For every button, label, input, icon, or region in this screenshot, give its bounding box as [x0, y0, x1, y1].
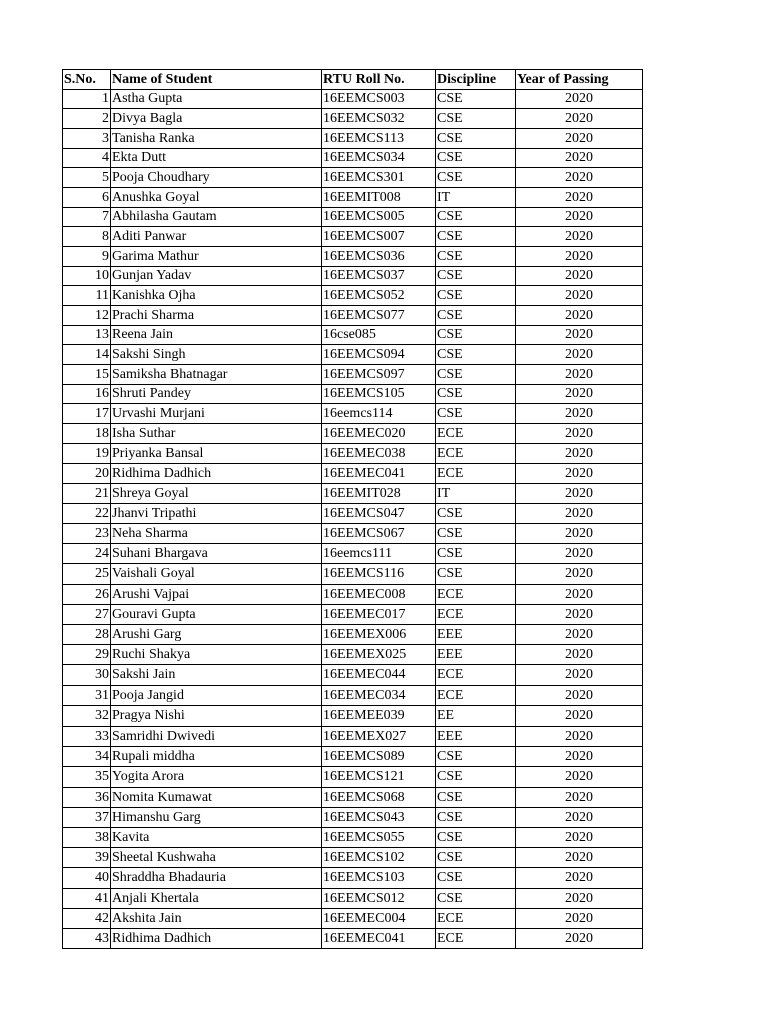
roll-no-cell: 16EEMIT028 [322, 484, 436, 504]
year-cell: 2020 [516, 564, 643, 585]
discipline-cell: CSE [436, 345, 516, 365]
sno-cell: 4 [63, 149, 111, 168]
sno-cell: 27 [63, 605, 111, 625]
roll-no-cell: 16eemcs114 [322, 404, 436, 424]
discipline-cell: CSE [436, 524, 516, 544]
sno-cell: 30 [63, 665, 111, 686]
discipline-cell: CSE [436, 747, 516, 767]
student-table [62, 69, 643, 949]
year-cell: 2020 [516, 444, 643, 464]
roll-no-cell: 16EEMCS055 [322, 828, 436, 848]
year-cell: 2020 [516, 385, 643, 404]
discipline-cell: CSE [436, 247, 516, 267]
year-cell: 2020 [516, 605, 643, 625]
name-cell: Sakshi Jain [111, 665, 322, 686]
name-cell: Vaishali Goyal [111, 564, 322, 585]
discipline-cell: ECE [436, 605, 516, 625]
year-cell: 2020 [516, 504, 643, 524]
name-cell: Aditi Panwar [111, 227, 322, 247]
table-row [63, 909, 643, 929]
name-cell: Kanishka Ojha [111, 286, 322, 306]
name-cell: Anjali Khertala [111, 889, 322, 909]
name-cell: Prachi Sharma [111, 306, 322, 326]
roll-no-cell: 16EEMEC044 [322, 665, 436, 686]
roll-no-cell: 16EEMIT008 [322, 188, 436, 208]
name-cell: Pragya Nishi [111, 706, 322, 727]
table-row [63, 605, 643, 625]
discipline-cell: EEE [436, 727, 516, 747]
table-row [63, 788, 643, 808]
year-cell: 2020 [516, 727, 643, 747]
sno-cell: 40 [63, 868, 111, 889]
sno-cell: 34 [63, 747, 111, 767]
roll-no-cell: 16EEMCS097 [322, 365, 436, 385]
year-cell: 2020 [516, 326, 643, 345]
roll-no-cell: 16EEMCS005 [322, 208, 436, 227]
discipline-cell: CSE [436, 326, 516, 345]
roll-no-cell: 16EEMEC038 [322, 444, 436, 464]
name-cell: Urvashi Murjani [111, 404, 322, 424]
year-cell: 2020 [516, 286, 643, 306]
name-cell: Sheetal Kushwaha [111, 848, 322, 868]
table-row [63, 444, 643, 464]
roll-no-cell: 16EEMCS036 [322, 247, 436, 267]
roll-no-cell: 16EEMCS012 [322, 889, 436, 909]
name-cell: Jhanvi Tripathi [111, 504, 322, 524]
roll-no-cell: 16EEMEC004 [322, 909, 436, 929]
table-row [63, 625, 643, 645]
sno-cell: 6 [63, 188, 111, 208]
sno-cell: 28 [63, 625, 111, 645]
year-cell: 2020 [516, 747, 643, 767]
header-name: Name of Student [111, 70, 322, 90]
sno-cell: 43 [63, 929, 111, 949]
name-cell: Abhilasha Gautam [111, 208, 322, 227]
name-cell: Suhani Bhargava [111, 544, 322, 564]
discipline-cell: ECE [436, 665, 516, 686]
year-cell: 2020 [516, 365, 643, 385]
year-cell: 2020 [516, 149, 643, 168]
roll-no-cell: 16EEMCS103 [322, 868, 436, 889]
table-row [63, 929, 643, 949]
year-cell: 2020 [516, 848, 643, 868]
roll-no-cell: 16EEMCS043 [322, 808, 436, 828]
roll-no-cell: 16EEMCS301 [322, 168, 436, 188]
roll-no-cell: 16EEMCS089 [322, 747, 436, 767]
table-row [63, 168, 643, 188]
discipline-cell: EEE [436, 625, 516, 645]
roll-no-cell: 16EEMEC020 [322, 424, 436, 444]
sno-cell: 9 [63, 247, 111, 267]
discipline-cell: ECE [436, 686, 516, 706]
table-row [63, 267, 643, 286]
discipline-cell: CSE [436, 385, 516, 404]
roll-no-cell: 16EEMEC008 [322, 585, 436, 605]
name-cell: Astha Gupta [111, 90, 322, 109]
year-cell: 2020 [516, 868, 643, 889]
discipline-cell: CSE [436, 90, 516, 109]
discipline-cell: CSE [436, 109, 516, 129]
table-row [63, 484, 643, 504]
header-year: Year of Passing [516, 70, 643, 90]
year-cell: 2020 [516, 929, 643, 949]
roll-no-cell: 16EEMCS113 [322, 129, 436, 149]
discipline-cell: CSE [436, 808, 516, 828]
table-row [63, 828, 643, 848]
roll-no-cell: 16EEMEC041 [322, 464, 436, 484]
table-row [63, 464, 643, 484]
sno-cell: 32 [63, 706, 111, 727]
discipline-cell: CSE [436, 788, 516, 808]
table-row [63, 727, 643, 747]
discipline-cell: CSE [436, 889, 516, 909]
name-cell: Gouravi Gupta [111, 605, 322, 625]
roll-no-cell: 16EEMCS105 [322, 385, 436, 404]
header-roll-no: RTU Roll No. [322, 70, 436, 90]
roll-no-cell: 16EEMCS067 [322, 524, 436, 544]
table-row [63, 345, 643, 365]
discipline-cell: CSE [436, 868, 516, 889]
year-cell: 2020 [516, 168, 643, 188]
sno-cell: 38 [63, 828, 111, 848]
name-cell: Himanshu Garg [111, 808, 322, 828]
year-cell: 2020 [516, 645, 643, 665]
roll-no-cell: 16EEMEX006 [322, 625, 436, 645]
year-cell: 2020 [516, 129, 643, 149]
year-cell: 2020 [516, 345, 643, 365]
sno-cell: 16 [63, 385, 111, 404]
name-cell: Arushi Garg [111, 625, 322, 645]
roll-no-cell: 16EEMEC041 [322, 929, 436, 949]
roll-no-cell: 16EEMCS077 [322, 306, 436, 326]
sno-cell: 26 [63, 585, 111, 605]
table-row [63, 306, 643, 326]
discipline-cell: ECE [436, 929, 516, 949]
year-cell: 2020 [516, 706, 643, 727]
sno-cell: 18 [63, 424, 111, 444]
sno-cell: 3 [63, 129, 111, 149]
sno-cell: 10 [63, 267, 111, 286]
name-cell: Pooja Jangid [111, 686, 322, 706]
sno-cell: 24 [63, 544, 111, 564]
year-cell: 2020 [516, 484, 643, 504]
discipline-cell: IT [436, 188, 516, 208]
table-row [63, 868, 643, 889]
discipline-cell: CSE [436, 208, 516, 227]
year-cell: 2020 [516, 247, 643, 267]
roll-no-cell: 16EEMCS094 [322, 345, 436, 365]
discipline-cell: CSE [436, 767, 516, 788]
table-row [63, 848, 643, 868]
table-row [63, 544, 643, 564]
name-cell: Samridhi Dwivedi [111, 727, 322, 747]
year-cell: 2020 [516, 464, 643, 484]
sno-cell: 21 [63, 484, 111, 504]
year-cell: 2020 [516, 665, 643, 686]
year-cell: 2020 [516, 109, 643, 129]
name-cell: Pooja Choudhary [111, 168, 322, 188]
roll-no-cell: 16EEMEC017 [322, 605, 436, 625]
name-cell: Ridhima Dadhich [111, 464, 322, 484]
year-cell: 2020 [516, 404, 643, 424]
sno-cell: 31 [63, 686, 111, 706]
name-cell: Nomita Kumawat [111, 788, 322, 808]
discipline-cell: CSE [436, 504, 516, 524]
discipline-cell: ECE [436, 444, 516, 464]
roll-no-cell: 16EEMEE039 [322, 706, 436, 727]
roll-no-cell: 16EEMCS007 [322, 227, 436, 247]
header-discipline: Discipline [436, 70, 516, 90]
roll-no-cell: 16cse085 [322, 326, 436, 345]
name-cell: Kavita [111, 828, 322, 848]
name-cell: Samiksha Bhatnagar [111, 365, 322, 385]
discipline-cell: ECE [436, 585, 516, 605]
table-row [63, 149, 643, 168]
table-row [63, 385, 643, 404]
discipline-cell: CSE [436, 227, 516, 247]
discipline-cell: ECE [436, 464, 516, 484]
sno-cell: 14 [63, 345, 111, 365]
sno-cell: 39 [63, 848, 111, 868]
sno-cell: 17 [63, 404, 111, 424]
name-cell: Sakshi Singh [111, 345, 322, 365]
discipline-cell: CSE [436, 365, 516, 385]
sno-cell: 36 [63, 788, 111, 808]
table-row [63, 129, 643, 149]
sno-cell: 29 [63, 645, 111, 665]
table-row [63, 286, 643, 306]
year-cell: 2020 [516, 828, 643, 848]
name-cell: Yogita Arora [111, 767, 322, 788]
sno-cell: 15 [63, 365, 111, 385]
sno-cell: 12 [63, 306, 111, 326]
year-cell: 2020 [516, 909, 643, 929]
name-cell: Tanisha Ranka [111, 129, 322, 149]
year-cell: 2020 [516, 267, 643, 286]
table-row [63, 585, 643, 605]
table-row [63, 767, 643, 788]
roll-no-cell: 16EEMCS003 [322, 90, 436, 109]
discipline-cell: EE [436, 706, 516, 727]
discipline-cell: ECE [436, 909, 516, 929]
sno-cell: 1 [63, 90, 111, 109]
year-cell: 2020 [516, 188, 643, 208]
name-cell: Shreya Goyal [111, 484, 322, 504]
table-row [63, 645, 643, 665]
name-cell: Isha Suthar [111, 424, 322, 444]
roll-no-cell: 16EEMEC034 [322, 686, 436, 706]
table-row [63, 404, 643, 424]
roll-no-cell: 16EEMCS037 [322, 267, 436, 286]
sno-cell: 22 [63, 504, 111, 524]
roll-no-cell: 16EEMCS047 [322, 504, 436, 524]
name-cell: Ekta Dutt [111, 149, 322, 168]
name-cell: Ridhima Dadhich [111, 929, 322, 949]
table-row [63, 365, 643, 385]
year-cell: 2020 [516, 544, 643, 564]
name-cell: Shruti Pandey [111, 385, 322, 404]
name-cell: Rupali middha [111, 747, 322, 767]
year-cell: 2020 [516, 306, 643, 326]
table-row [63, 208, 643, 227]
roll-no-cell: 16EEMCS121 [322, 767, 436, 788]
student-list-sheet [62, 69, 643, 949]
table-row [63, 424, 643, 444]
discipline-cell: CSE [436, 828, 516, 848]
year-cell: 2020 [516, 227, 643, 247]
name-cell: Divya Bagla [111, 109, 322, 129]
header-row [63, 70, 643, 90]
year-cell: 2020 [516, 808, 643, 828]
year-cell: 2020 [516, 788, 643, 808]
discipline-cell: CSE [436, 129, 516, 149]
sno-cell: 37 [63, 808, 111, 828]
discipline-cell: CSE [436, 286, 516, 306]
year-cell: 2020 [516, 424, 643, 444]
table-row [63, 188, 643, 208]
roll-no-cell: 16EEMCS052 [322, 286, 436, 306]
year-cell: 2020 [516, 585, 643, 605]
discipline-cell: CSE [436, 306, 516, 326]
roll-no-cell: 16EEMEX027 [322, 727, 436, 747]
table-row [63, 564, 643, 585]
year-cell: 2020 [516, 686, 643, 706]
discipline-cell: CSE [436, 564, 516, 585]
discipline-cell: IT [436, 484, 516, 504]
table-row [63, 665, 643, 686]
sno-cell: 25 [63, 564, 111, 585]
table-row [63, 808, 643, 828]
table-row [63, 747, 643, 767]
discipline-cell: CSE [436, 168, 516, 188]
name-cell: Neha Sharma [111, 524, 322, 544]
discipline-cell: CSE [436, 404, 516, 424]
table-row [63, 90, 643, 109]
name-cell: Garima Mathur [111, 247, 322, 267]
year-cell: 2020 [516, 767, 643, 788]
header-sno: S.No. [63, 70, 111, 90]
sno-cell: 7 [63, 208, 111, 227]
year-cell: 2020 [516, 524, 643, 544]
name-cell: Akshita Jain [111, 909, 322, 929]
discipline-cell: CSE [436, 149, 516, 168]
table-row [63, 227, 643, 247]
roll-no-cell: 16EEMCS032 [322, 109, 436, 129]
table-row [63, 524, 643, 544]
discipline-cell: EEE [436, 645, 516, 665]
name-cell: Ruchi Shakya [111, 645, 322, 665]
table-row [63, 504, 643, 524]
discipline-cell: CSE [436, 267, 516, 286]
sno-cell: 42 [63, 909, 111, 929]
sno-cell: 8 [63, 227, 111, 247]
sno-cell: 5 [63, 168, 111, 188]
year-cell: 2020 [516, 625, 643, 645]
name-cell: Priyanka Bansal [111, 444, 322, 464]
table-row [63, 109, 643, 129]
sno-cell: 19 [63, 444, 111, 464]
discipline-cell: ECE [436, 424, 516, 444]
name-cell: Gunjan Yadav [111, 267, 322, 286]
sno-cell: 20 [63, 464, 111, 484]
name-cell: Reena Jain [111, 326, 322, 345]
roll-no-cell: 16EEMCS068 [322, 788, 436, 808]
discipline-cell: CSE [436, 544, 516, 564]
table-row [63, 326, 643, 345]
year-cell: 2020 [516, 889, 643, 909]
sno-cell: 11 [63, 286, 111, 306]
table-row [63, 247, 643, 267]
roll-no-cell: 16eemcs111 [322, 544, 436, 564]
sno-cell: 2 [63, 109, 111, 129]
year-cell: 2020 [516, 208, 643, 227]
year-cell: 2020 [516, 90, 643, 109]
table-body [63, 90, 643, 949]
sno-cell: 23 [63, 524, 111, 544]
roll-no-cell: 16EEMEX025 [322, 645, 436, 665]
roll-no-cell: 16EEMCS034 [322, 149, 436, 168]
table-row [63, 686, 643, 706]
discipline-cell: CSE [436, 848, 516, 868]
roll-no-cell: 16EEMCS116 [322, 564, 436, 585]
name-cell: Shraddha Bhadauria [111, 868, 322, 889]
roll-no-cell: 16EEMCS102 [322, 848, 436, 868]
table-row [63, 889, 643, 909]
table-row [63, 706, 643, 727]
sno-cell: 35 [63, 767, 111, 788]
sno-cell: 41 [63, 889, 111, 909]
sno-cell: 33 [63, 727, 111, 747]
name-cell: Arushi Vajpai [111, 585, 322, 605]
sno-cell: 13 [63, 326, 111, 345]
name-cell: Anushka Goyal [111, 188, 322, 208]
